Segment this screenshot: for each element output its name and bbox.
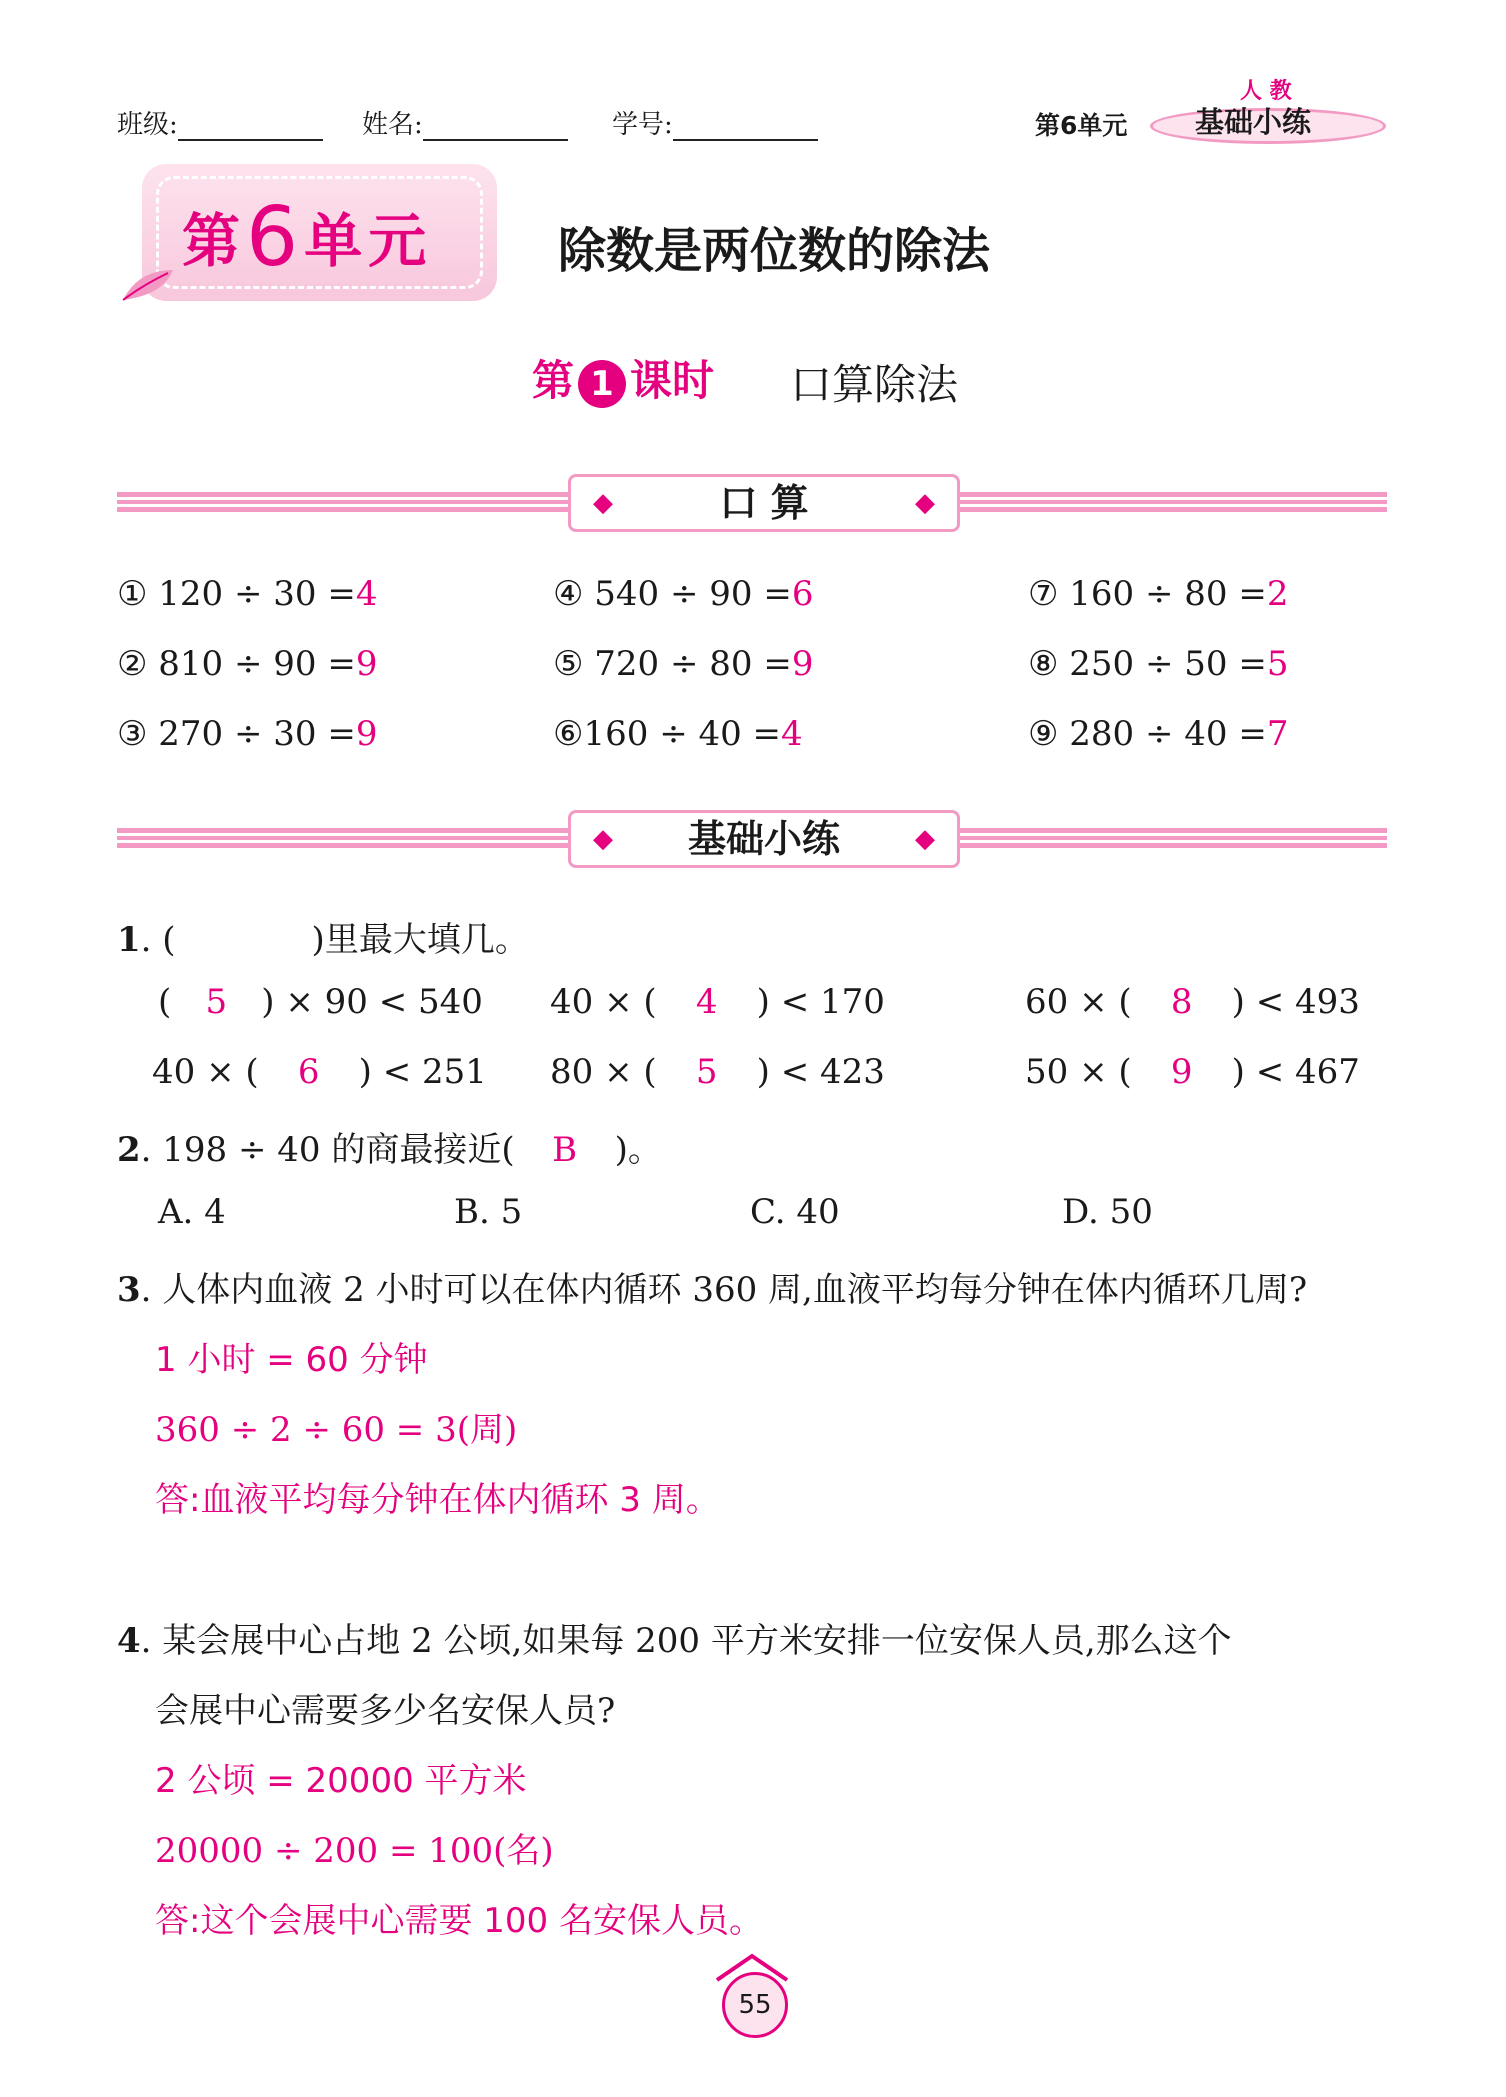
q1-item-3: 60 × ( 8 ) < 493 [1025,982,1360,1022]
section-header-mental: ◆ 口 算 ◆ [568,474,960,532]
q2-option-d: D. 50 [1062,1192,1153,1232]
brand-main: 基础小练 [1195,105,1312,139]
mental-item-3: ③ 270 ÷ 30 =9 [117,714,378,754]
mental-item-2: ② 810 ÷ 90 =9 [117,644,378,684]
id-field [612,104,818,141]
mental-item-4: ④ 540 ÷ 90 =6 [553,574,814,614]
q4-answer: 答:这个会展中心需要 100 名安保人员。 [155,1901,763,1941]
q2-option-b: B. 5 [454,1192,523,1232]
name-field [362,104,568,141]
mental-item-7: ⑦ 160 ÷ 80 =2 [1028,574,1289,614]
mental-item-9: ⑨ 280 ÷ 40 =7 [1028,714,1289,754]
question-1: 1. ( )里最大填几。 [117,920,529,960]
question-2: 2. 198 ÷ 40 的商最接近( B )。 [117,1130,662,1170]
unit-heading: 第6单元 [182,190,433,285]
lesson-title: 口算除法 [790,360,959,409]
name-blank [423,113,568,141]
q1-item-1: ( 5 ) × 90 < 540 [158,982,483,1022]
lesson-number-badge: 1 [578,360,626,408]
mental-item-5: ⑤ 720 ÷ 80 =9 [553,644,814,684]
q3-answer: 答:血液平均每分钟在体内循环 3 周。 [155,1480,720,1520]
class-field [117,104,323,141]
q4-solution-2: 20000 ÷ 200 = 100(名) [155,1831,554,1871]
question-4-line-2: 会展中心需要多少名安保人员? [155,1691,616,1731]
q1-item-2: 40 × ( 4 ) < 170 [550,982,885,1022]
brand-top: 人 教 [1240,79,1292,104]
q4-solution-1: 2 公顷 = 20000 平方米 [155,1761,527,1801]
q2-option-a: A. 4 [158,1192,226,1232]
q3-solution-2: 360 ÷ 2 ÷ 60 = 3(周) [155,1410,518,1450]
id-label: 学号: [612,110,673,140]
unit-title: 除数是两位数的除法 [558,223,991,279]
q1-item-4: 40 × ( 6 ) < 251 [152,1052,487,1092]
q1-item-5: 80 × ( 5 ) < 423 [550,1052,885,1092]
section-header-practice: ◆ 基础小练 ◆ [568,810,960,868]
leaf-icon [118,265,178,305]
class-blank [178,113,323,141]
mental-item-8: ⑧ 250 ÷ 50 =5 [1028,644,1289,684]
lesson-heading: 第 1 课时 [532,348,714,408]
question-3: 3. 人体内血液 2 小时可以在体内循环 360 周,血液平均每分钟在体内循环几周? [117,1270,1308,1310]
page-number: 55 [722,1972,788,2038]
name-label: 姓名: [362,110,423,140]
mental-item-6: ⑥160 ÷ 40 =4 [553,714,803,754]
unit-ref: 第6单元 [1035,111,1128,140]
question-4: 4. 某会展中心占地 2 公顷,如果每 200 平方米安排一位安保人员,那么这个 [117,1621,1232,1661]
q3-solution-1: 1 小时 = 60 分钟 [155,1340,428,1380]
mental-item-1: ① 120 ÷ 30 =4 [117,574,378,614]
q1-item-6: 50 × ( 9 ) < 467 [1025,1052,1360,1092]
class-label: 班级: [117,110,178,140]
id-blank [673,113,818,141]
q2-option-c: C. 40 [750,1192,840,1232]
